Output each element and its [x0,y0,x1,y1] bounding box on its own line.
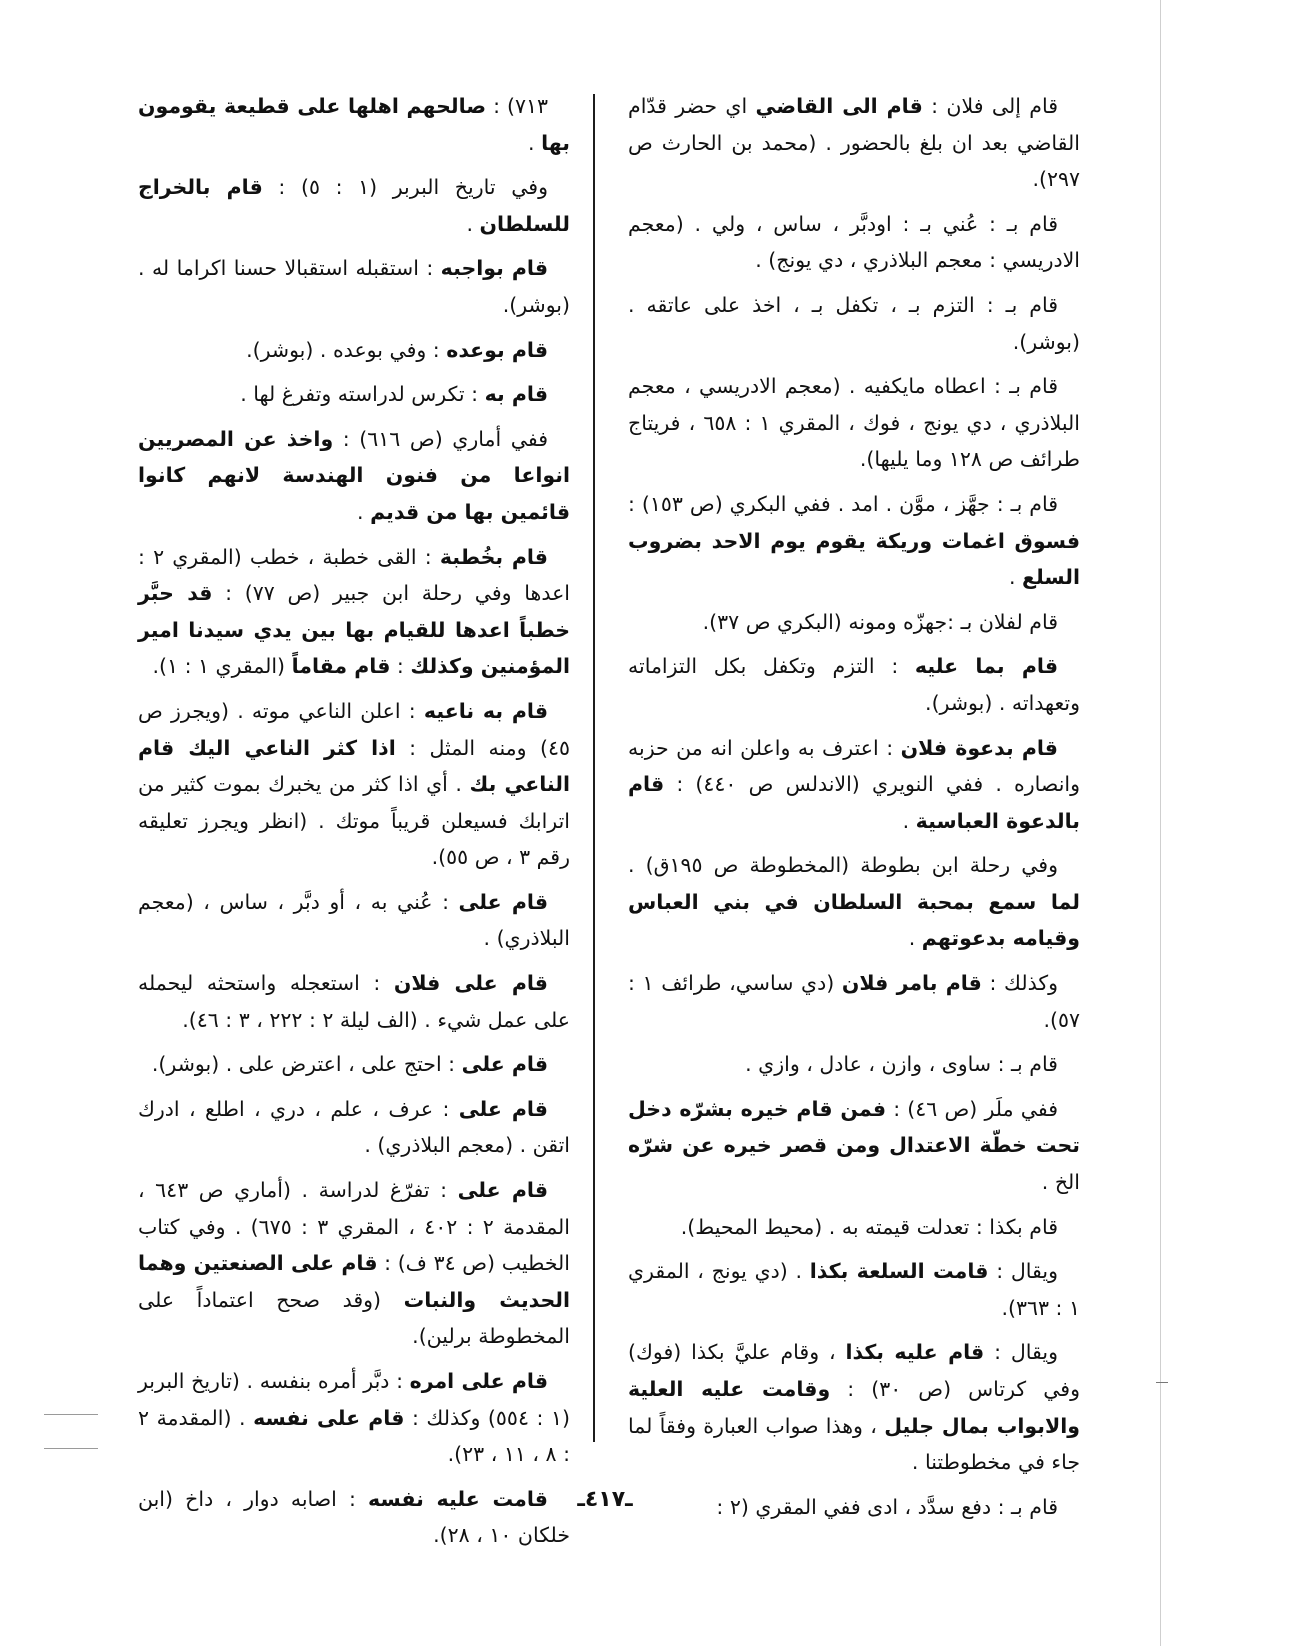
entry-term: لما سمع بمحبة السلطان في بني العباس وقيامه بدعوتهم [628,889,1080,951]
entry-term: وقامت عليه العلية والابواب بمال جليل [628,1377,1080,1438]
entry-paragraph [138,1481,570,1554]
entry-paragraph [628,847,1080,957]
entry-paragraph [138,965,570,1038]
entry-term: فسوق اغمات وريكة يقوم يوم الاحد بضروب السلع [628,528,1080,590]
entry-text: . (المقدمة ٢ : ٨ ، ١١ ، ٢٣). [138,1405,570,1467]
entry-text: ويقال : [984,1340,1058,1365]
entry-term: واخذ عن المصريين انواعا من فنون الهندسة لانهم كانوا قائمين بها من قديم [138,426,570,524]
entry-term: قام على الصنعتين وهما الحديث والنبات [138,1251,570,1312]
entry-term: صالحهم اهلها على قطيعة يقومون بها [138,94,570,155]
entry-text: ويقال : [988,1259,1058,1284]
entry-text: قام لفلان بـ :جهزّه ومونه (البكري ص ٣٧). [702,609,1058,634]
column-divider [593,94,595,1442]
entry-paragraph [628,730,1080,840]
margin-line [44,1448,98,1449]
entry-term: قام على [457,1178,548,1203]
entry-text: ٧١٣) : [486,94,548,118]
entry-text: : عُني به ، أو دبَّر ، ساس ، (معجم البلاذري) . [138,889,570,951]
entry-paragraph [628,965,1080,1038]
entry-text: : اعلن الناعي موته . (ويجرز ص ٤٥) ومنه المثل : [138,698,570,760]
entry-term: قد حبَّر خطباً اعدها للقيام بها بين يدي سيدنا امير المؤمنين وكذلك [138,581,570,679]
entry-paragraph [138,88,570,161]
entry-term: قامت عليه نفسه [368,1486,548,1511]
entry-text: قام بكذا : تعدلت قيمته به . (محيط المحيط). [680,1214,1058,1239]
entry-text: قام بـ : التزم بـ ، تكفل بـ ، اخذ على عاتقه . (بوشر). [628,292,1080,354]
entry-text: . [357,499,371,524]
entry-paragraph [628,368,1080,478]
entry-paragraph [138,1363,570,1473]
entry-text: قام بـ : عُني بـ : اودبَّر ، ساس ، ولي . (معجم الادريسي : معجم البلاذري ، دي يونج) . [628,211,1080,273]
margin-line [44,1414,98,1415]
entry-text: وكذلك : [981,971,1058,996]
entry-text: . [1008,565,1023,590]
entry-paragraph [628,486,1080,596]
entry-paragraph [138,1091,570,1164]
entry-paragraph [138,1172,570,1355]
entry-text: اي حضر قدّام القاضي بعد ان بلغ بالحضور . (محمد بن الحارث ص ٢٩٧). [628,94,1080,192]
entry-paragraph [628,1489,1080,1526]
entry-paragraph [138,376,570,413]
entry-text: : احتج على ، اعترض على . (بوشر). [151,1052,462,1077]
entry-paragraph [628,88,1080,198]
entry-text: : عرف ، علم ، دري ، اطلع ، ادرك اتقن . (معجم البلاذري) . [138,1096,570,1158]
entry-text: : تفرّغ لدراسة . (أماري ص ٦٤٣ ، المقدمة ٢ : ٤٠٢ ، المقري ٣ : ٦٧٥) . وفي كتاب الخطيب (ص ٣٤ ف) : [138,1178,570,1276]
entry-text: ففي أماري (ص ٦١٦) : [333,426,548,451]
entry-term: قام الى القاضي [755,94,923,118]
entry-term: قام على فلان [393,971,548,996]
entry-paragraph [138,169,570,242]
entry-text: : التزم وتكفل بكل التزاماته وتعهداته . (بوشر). [628,654,1080,715]
entry-text: . [902,808,916,833]
entry-term: قام على امره [409,1369,548,1393]
page-edge-line [1160,0,1161,1646]
entry-text: قام بـ : دفع سدَّد ، ادى ففي المقري (٢ : [716,1494,1058,1519]
entry-text: : دبَّر أمره بنفسه . (تاريخ البربر (١ : ٥٥٤) وكذلك : [138,1369,570,1430]
entry-paragraph [138,884,570,957]
entry-term: قام مقاماً [291,654,391,679]
entry-text: . [908,926,922,951]
entry-text: وفي رحلة ابن بطوطة (المخطوطة ص ١٩٥ق) . [628,853,1058,878]
entry-text: الخ . [1041,1170,1080,1195]
entry-term: قام بالدعوة العباسية [628,772,1080,833]
entry-paragraph [628,206,1080,279]
entry-text: : [390,654,411,679]
entry-text: قام بـ : جهَّز ، موَّن . امد . ففي البكري (ص ١٥٣) : [628,491,1059,516]
entry-paragraph [628,1046,1080,1083]
page-number: ـ٤١٧ـ [577,1487,633,1512]
entry-term: قام بواجبه [440,256,548,281]
entry-paragraph [138,539,570,685]
entry-text: : تكرس لدراسته وتفرغ لها . [240,382,485,407]
entry-term: قام به ناعيه [423,698,548,723]
entry-paragraph [628,648,1080,721]
entry-paragraph [138,421,570,531]
entry-paragraph [628,1334,1080,1480]
entry-paragraph [628,287,1080,360]
entry-text: ففي ملَر (ص ٤٦) : [886,1096,1058,1121]
entry-text: قام بـ : ساوى ، وازن ، عادل ، وازي . [745,1052,1058,1077]
entry-text: (وقد صحح اعتماداً على المخطوطة برلين). [138,1287,570,1349]
entry-term: قام على نفسه [253,1405,405,1430]
entry-text: (دي ساسي، طرائف ١ : ٥٧). [628,971,1080,1032]
entry-term: اذا كثر الناعي اليك قام الناعي بك [138,735,570,797]
entry-text: . [466,211,480,236]
entry-text: : القى خطبة ، خطب (المقري ٢ : اعدها وفي رحلة ابن جبير (ص ٧٧) : [138,544,571,606]
right-column [628,88,1080,1533]
entry-text: : اصابه دوار ، داخ (ابن خلكان ١٠ ، ٢٨). [138,1486,570,1548]
entry-text: : وفي بوعده . (بوشر). [246,337,447,362]
entry-paragraph [628,604,1080,641]
entry-text: وفي تاريخ البربر (١ : ٥) : [262,175,549,200]
entry-term: قام بوعده [446,337,548,362]
entry-text: قام بـ : اعطاه مايكفيه . (معجم الادريسي ، معجم البلاذري ، دي يونج ، فوك ، المقري ١ : ٦٥٨ ، فريتاج طرائف ص ١٢٨ وما يليها). [628,374,1080,472]
entry-text: : استقبله استقبالا حسنا اكراما له . (بوشر). [138,256,570,317]
entry-term: قام به [484,382,548,407]
entry-term: قام بما عليه [914,654,1058,679]
entry-term: فمن قام خيره بشرّه دخل تحت خطّة الاعتدال ومن قصر خيره عن شرّه [628,1096,1080,1158]
entry-text: قام إلى فلان : [922,94,1058,118]
entry-term: قام بدعوة فلان [900,735,1058,760]
entry-term: قام بالخراج للسلطان [138,175,570,236]
entry-term: قام بخُطبة [439,544,548,569]
entry-paragraph [138,332,570,369]
entry-paragraph [138,693,570,876]
entry-term: قام على [458,1096,548,1121]
entry-term: قام عليه بكذا [845,1340,985,1365]
entry-paragraph [628,1091,1080,1201]
entry-text: . [528,130,542,155]
entry-text: : استعجله واستحثه ليحمله على عمل شيء . (الف ليلة ٢ : ٢٢٢ ، ٣ : ٤٦). [138,971,570,1032]
entry-paragraph [138,1046,570,1083]
margin-tick [1156,1382,1168,1383]
entry-text: . أي اذا كثر من يخبرك بموت كثير من اترابك فسيعلن قريباً موتك . (انظر ويجرز تعليقه رقم ٣ ، ص ٥٥). [138,772,570,870]
entry-text: ، وهذا صواب العبارة وفقاً لما جاء في مخطوطتنا . [628,1413,1080,1475]
entry-term: قام بامر فلان [841,971,982,996]
entry-text: . (دي يونج ، المقري ١ : ٣٦٣). [628,1259,1080,1320]
entry-paragraph [628,1209,1080,1246]
entry-term: قام على [458,889,548,914]
entry-text: ، وقام عليَّ بكذا (فوك) وفي كرتاس (ص ٣٠) : [628,1340,1081,1401]
entry-text: (المقري ١ : ١). [152,654,292,679]
entry-paragraph [138,250,570,323]
entry-term: قام على [461,1052,548,1077]
left-column [138,88,570,1562]
entry-paragraph [628,1253,1080,1326]
entry-text: : اعترف به واعلن انه من حزبه وانصاره . ففي النويري (الاندلس ص ٤٤٠) : [628,735,1080,797]
entry-term: قامت السلعة بكذا [809,1259,989,1284]
